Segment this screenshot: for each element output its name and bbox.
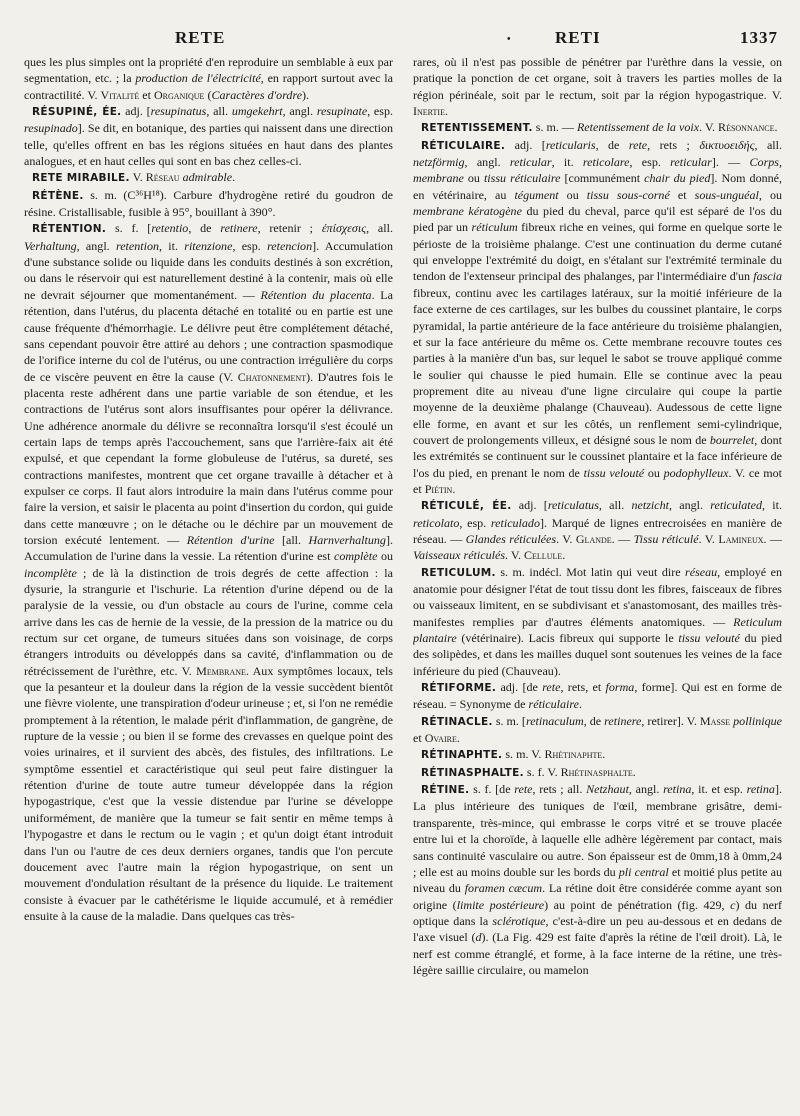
italic-text: tissu réticulaire bbox=[483, 171, 561, 186]
body-text: adj. [ bbox=[505, 137, 546, 152]
italic-text: production de l'électricité bbox=[135, 71, 261, 86]
italic-text: rete bbox=[514, 782, 533, 797]
italic-text: Glandes réticulées bbox=[465, 531, 557, 546]
body-text: ) du nerf optique dans la bbox=[413, 897, 782, 928]
italic-text: netzförmig bbox=[413, 155, 465, 170]
text-columns bbox=[24, 54, 782, 1112]
body-text: . bbox=[562, 548, 566, 563]
italic-text: retentio bbox=[151, 221, 189, 236]
body-text: , all. bbox=[754, 137, 782, 152]
dictionary-entry bbox=[413, 764, 782, 781]
body-text: s. m. — bbox=[532, 120, 577, 135]
cross-reference: Lamineux bbox=[718, 531, 764, 546]
italic-text: reticular bbox=[509, 155, 552, 170]
body-text: , de bbox=[583, 713, 605, 728]
body-text: ou bbox=[644, 465, 664, 480]
body-text: ]. — bbox=[711, 155, 750, 170]
cross-reference: Cellule bbox=[524, 548, 563, 563]
entry-headword: RÉTICULÉ, ÉE. bbox=[421, 500, 512, 513]
body-text: , angl. bbox=[464, 155, 510, 170]
cross-reference: Glande bbox=[575, 531, 612, 546]
entry-headword: RÉTÈNE. bbox=[32, 189, 84, 202]
italic-text: retencion bbox=[267, 238, 313, 253]
entry-headword: RETENTISSEMENT. bbox=[421, 122, 533, 135]
body-text: ]. Se dit, en botanique, des parties qui naissent dans une direction telle, qu'elles offrent en bas les régions situées en haut dans des plantes analogues, et en haut celles qui sont en bas chez celles-ci. bbox=[24, 121, 393, 169]
body-text: adj. [ bbox=[511, 498, 548, 513]
body-text: . — bbox=[763, 531, 782, 546]
cross-reference: Ovaire bbox=[424, 731, 457, 746]
italic-text: complète bbox=[333, 549, 378, 564]
cross-reference: Rhétinaphte bbox=[544, 747, 603, 762]
entry-headword: RÉTINACLE. bbox=[421, 715, 493, 728]
body-text: . V. bbox=[699, 120, 719, 135]
italic-text: chair du pied bbox=[644, 171, 711, 186]
italic-text: ἐπίσχεσις bbox=[321, 221, 367, 236]
dictionary-entry bbox=[413, 137, 782, 498]
cross-reference: Masse bbox=[699, 713, 731, 728]
italic-text: netzicht bbox=[631, 498, 669, 513]
italic-text: Netzhaut bbox=[586, 782, 629, 797]
body-text: , angl. bbox=[668, 498, 711, 513]
italic-text: Corps, membrane bbox=[413, 155, 782, 186]
body-text: ]. Accumulation de l'urine dans la vessie. La rétention d'urine est bbox=[24, 532, 393, 564]
body-text: s. m. (C³⁶H¹⁸). Carbure d'hydrogène retiré du goudron de résine. Cristallisable, fusible à 95°, bouillant à 390°. bbox=[24, 187, 393, 220]
italic-text: tissu velouté bbox=[583, 465, 645, 480]
body-text: , de bbox=[188, 221, 221, 236]
italic-text: retention bbox=[115, 238, 159, 253]
italic-text: bourrelet bbox=[709, 432, 755, 447]
body-text: , all. bbox=[598, 498, 632, 513]
body-text: . V. bbox=[556, 531, 576, 546]
italic-text: retina bbox=[746, 782, 775, 797]
dictionary-entry bbox=[413, 679, 782, 713]
italic-text: pli central bbox=[618, 864, 669, 879]
italic-text: Retentissement de la voix bbox=[576, 120, 700, 135]
cross-reference: Résonnance bbox=[718, 120, 775, 135]
body-text: du pied des solipèdes, et dans les mailles duquel sont soutenues les veines de la face inférieure du pied (Chauveau). bbox=[413, 631, 782, 678]
body-text: rares, où il n'est pas possible de pénétrer par l'urèthre dans la vessie, on pratique la ponction de cet organe, soit à travers les parties molles de la région périnéale, soit par le rectum, soit par la région hypogastrique. V. bbox=[413, 55, 782, 102]
italic-text: incomplète bbox=[24, 565, 77, 580]
body-text: , esp. bbox=[629, 155, 671, 170]
dictionary-entry bbox=[24, 103, 393, 169]
body-text: fibreux riche en veines, qui forme en quelque sorte le périoste de la troisième phalange. C'est une continuation du derme cutané qui enveloppe l'extrémité du doigt, en s'étalant sur l'extrémité terminale du tendon de l'extenseur principal des phalanges, par l'intermédiaire d'un bbox=[413, 220, 782, 284]
page-number: 1337 bbox=[740, 28, 778, 47]
italic-text: rete bbox=[628, 137, 648, 152]
italic-text: Vaisseaux réticulés bbox=[413, 548, 506, 563]
body-text: et bbox=[139, 87, 154, 102]
entry-headword: RÉTENTION. bbox=[32, 223, 107, 236]
body-text: , c'est-à-dire un peu au-dessous et en dedans de l'axe visuel ( bbox=[413, 913, 782, 945]
header-mark: • bbox=[507, 34, 512, 45]
body-text: ]. Marqué de lignes entrecroisées en manière de réseau. — bbox=[413, 515, 782, 546]
italic-text: forma bbox=[605, 680, 635, 695]
dictionary-entry bbox=[413, 564, 782, 679]
body-text: , all. bbox=[366, 221, 393, 236]
body-text: ). D'autres fois le placenta reste adhérent dans une partie variable de son étendue, et les contractions de l'utérus sont alors insuffisantes pour opérer la délivrance. Une adhérence anormale du délivre se reconnaîtra lorsqu'il s'est écoulé un certain laps de temps après l'accouchement, sans que l'arrière-faix ait été expulsé, et que cependant la forme globuleuse de l'utérus, sa dureté, ses contractions manifestes, montrent que cet organe travaille à détacher et à expulser ce corps. Il faut alors introduire la main dans l'utérus comme pour faire la version, et saisir le placenta au point d'insertion du cordon, qui guide dans cette manœuvre ; on le détache ou le déchire par un mouvement de torsion exécuté lentement. — bbox=[24, 369, 393, 547]
italic-text: tissu velouté bbox=[678, 631, 740, 646]
body-text: V. bbox=[129, 170, 146, 185]
cross-reference: Piétin bbox=[424, 481, 453, 496]
italic-text: tégument bbox=[514, 187, 559, 202]
body-text: . La rétention, dans l'utérus, du placenta détaché en totalité ou en partie est une cause fréquente d'hémorrhagie. Le délivre peut être complétement détaché, sans cependant pouvoir être attiré au dehors ; une contraction spasmodique de l'orifice interne du col de l'utérus, ou une contraction irrégulière du corps de ce viscère peuvent en être la cause (V. bbox=[24, 287, 393, 384]
body-text: adj. [ bbox=[121, 104, 151, 119]
body-text: , angl. bbox=[628, 782, 664, 797]
body-text: et moitié plus petite au niveau du bbox=[413, 864, 782, 896]
entry-headword: RÉTINE. bbox=[421, 784, 470, 797]
italic-text: reticulado bbox=[490, 515, 540, 530]
entry-headword: RETICULUM. bbox=[421, 566, 496, 579]
italic-text: réticulum bbox=[471, 220, 518, 235]
body-text: [communément bbox=[560, 171, 645, 186]
italic-text: ritenzione bbox=[184, 238, 233, 253]
header-left-word: RETE bbox=[175, 28, 226, 47]
italic-text: podophylleux bbox=[663, 465, 729, 480]
italic-text: Harnverhaltung bbox=[308, 532, 386, 547]
italic-text: reticularis bbox=[545, 137, 596, 152]
italic-text: reticular bbox=[670, 155, 712, 170]
italic-text: δικτυοειδής bbox=[699, 137, 755, 152]
italic-text: fascia bbox=[753, 269, 782, 284]
running-header bbox=[20, 28, 782, 50]
cross-reference: Inertie bbox=[413, 104, 445, 119]
italic-text: Tissu réticulé bbox=[633, 531, 699, 546]
dictionary-entry bbox=[413, 713, 782, 747]
dictionary-entry bbox=[24, 220, 393, 924]
body-text: et bbox=[669, 187, 695, 202]
italic-text: réticulaire bbox=[528, 697, 579, 712]
body-text: , angl. bbox=[76, 238, 116, 253]
body-text: . V. ce mot et bbox=[413, 465, 782, 496]
dictionary-entry bbox=[24, 187, 393, 221]
cross-reference: Organique bbox=[153, 87, 205, 102]
right-column bbox=[413, 54, 782, 1112]
entry-headword: RETE MIRABILE. bbox=[32, 172, 130, 185]
italic-text: reticolato bbox=[413, 515, 460, 530]
italic-text: resupinatus bbox=[150, 104, 207, 119]
italic-text: retinere bbox=[604, 713, 642, 728]
cross-reference: Rhétinasphalte bbox=[560, 764, 633, 779]
italic-text: Rétention du placenta bbox=[260, 287, 372, 302]
body-text: , it. bbox=[762, 498, 782, 513]
body-text: s. m. V. bbox=[502, 747, 545, 762]
italic-text: resupinate bbox=[316, 104, 368, 119]
body-text: , it. bbox=[551, 155, 583, 170]
body-text: s. m. [ bbox=[492, 713, 526, 728]
body-text: . bbox=[456, 731, 460, 746]
italic-text: pollinique bbox=[733, 713, 782, 728]
body-text: fibreux, continu avec les cartilages latéraux, sur la moitié inférieure de la face externe de ces cartilages, sur les bulbes du coussinet plantaire, le corps pyramidal, la partie antérieure de la face antérieure du troisième phalangien, et sur la face antérieure du même os. Cette membrane recouvre toutes ces parties à la manière d'un bas, sur lequel le sabot se trouve appliqué comme le soulier qui chausse le pied humain. Elle se continue avec la peau proprement dite au niveau d'une ligne circulaire qui coupe la partie moyenne de la deuxième phalange (Chauveau). Audessous de cette ligne elle forme, en avant et sur les côtés, un renflement semi-cylindrique, couvert de prolongements villeux, et désigné sous le nom de bbox=[413, 285, 782, 447]
dictionary-entry bbox=[413, 781, 782, 978]
continued-text bbox=[413, 54, 782, 119]
body-text: [all. bbox=[274, 532, 309, 547]
body-text: ). (La Fig. 429 est faite d'après la rétine de l'œil droit). Là, le nerf est comme étranglé, et forme, à la face interne de la rétine, une très-légère saillie circulaire, ou mamelon bbox=[413, 930, 782, 977]
body-text: . V. bbox=[698, 531, 719, 546]
body-text: . bbox=[444, 104, 448, 119]
body-text: et bbox=[413, 731, 425, 746]
body-text: , all. bbox=[206, 104, 232, 119]
italic-text: Reticulum plantaire bbox=[413, 614, 782, 646]
body-text: du pied du cheval, parce qu'il est séparé de l'os du pied par un bbox=[413, 204, 782, 235]
italic-text: sous-unguéal bbox=[694, 187, 759, 202]
dictionary-entry bbox=[24, 169, 393, 186]
body-text: . bbox=[578, 697, 582, 712]
body-text: . — bbox=[611, 531, 634, 546]
entry-headword: RÉTICULAIRE. bbox=[421, 139, 506, 152]
body-text: , esp. bbox=[232, 238, 268, 253]
body-text: ques les plus simples ont la propriété d'en reproduire un semblable à eux par segmentation, etc. ; la bbox=[24, 55, 393, 86]
italic-text: Verhaltung bbox=[24, 238, 77, 253]
body-text: s. f. [de bbox=[469, 782, 515, 797]
body-text: , en rapport surtout avec la contractilité. V. bbox=[24, 71, 393, 102]
italic-text: tissu sous-corné bbox=[586, 187, 670, 202]
italic-text: d bbox=[475, 930, 482, 945]
dictionary-entry bbox=[413, 119, 782, 136]
italic-text: reticulatus bbox=[547, 498, 599, 513]
body-text: , esp. bbox=[459, 515, 491, 530]
italic-text: Rétention d'urine bbox=[186, 532, 275, 547]
cross-reference: Réseau bbox=[145, 170, 180, 185]
body-text: , rets ; bbox=[647, 137, 700, 152]
body-text: . bbox=[774, 120, 778, 135]
italic-text: limite postérieure bbox=[456, 897, 545, 912]
body-text: , rets ; all. bbox=[532, 782, 587, 797]
body-text: ( bbox=[204, 87, 212, 102]
entry-headword: RÉTINAPHTE. bbox=[421, 749, 503, 762]
body-text: . Aux symptômes locaux, tels que la pesanteur et la douleur dans la région de la vessie succèdent bientôt une fièvre violente, une transpiration d'odeur urineuse ; et, si l'on ne remédie promptement à la rétention, le malade périt d'inflammation, de gangrène, de rupture de la vessie ; ou bien il se forme des crevasses en quelque point des voies urinaires, et il survient des abcès, des fistules, des infiltrations. Le symptôme essentiel et caractéristique qui seul peut faire distinguer la rétention d'urine de toute autre tumeur développée dans la région hypogastrique, c'est que la vessie distendue par l'urine se développe uniformément, de manière que la tumeur se fait sentir en même temps à l'hypogastre et dans le rectum ou le vagin ; et qu'un doigt étant introduit dans l'un ou l'autre de ces deux derniers organes, tandis que l'on percute doucement avec l'autre main la région hypogastrique, on sent un mouvement d'ondulation résultant de la présence du liquide. Le traitement consiste à évacuer par le cathétérisme le liquide accumulé, et à remédier ensuite à la cause de la maladie. Dans quelques cas très- bbox=[24, 663, 393, 923]
entry-headword: RÉSUPINÉ, ÉE. bbox=[32, 106, 122, 119]
body-text: s. m. indécl. Mot latin qui veut dire bbox=[495, 564, 686, 579]
italic-text: retinaculum bbox=[525, 713, 584, 728]
body-text: , de bbox=[595, 137, 629, 152]
body-text: ]. La plus intérieure des tuniques de l'œil, membrane grisâtre, demi-transparente, très-mince, qui embrasse le corps vitré et se trouve placée entre lui et la choroïde, à laquelle elle adhère légèrement par contact, mais sans continuité vasculaire ou autre. Son épaisseur est de 0mm,18 à 0mm,24 ; elle est au moins double sur les bords du bbox=[413, 782, 782, 879]
header-right-word: RETI bbox=[555, 28, 601, 47]
body-text: ]. Nom donné, en vétérinaire, au bbox=[413, 171, 782, 202]
cross-reference: Membrane bbox=[196, 663, 246, 678]
body-text: . bbox=[602, 747, 606, 762]
cross-reference: Vitalité bbox=[100, 87, 140, 102]
dictionary-entry bbox=[413, 746, 782, 763]
cross-reference: Chatonnement bbox=[237, 369, 307, 384]
italic-text: admirable bbox=[182, 170, 233, 185]
body-text: , dont les extrémités se continuent sur le coussinet plantaire et la face inférieure de l'os du pied, en prenant le nom de bbox=[413, 432, 782, 480]
body-text: , retenir ; bbox=[257, 221, 322, 236]
body-text: ) au point de pénétration (fig. 429, bbox=[544, 897, 731, 912]
body-text: . bbox=[232, 170, 236, 185]
body-text: , ou bbox=[758, 187, 782, 202]
body-text: ]. Accumulation d'une substance solide ou liquide dans les conduits destinés à son excrétion, ou dans le réservoir qui est naturellement destiné à la contenir, mais où elle ne devrait séjourner que momentanément. — bbox=[24, 238, 393, 302]
body-text: . bbox=[632, 764, 636, 779]
body-text: , rets, et bbox=[560, 680, 606, 695]
body-text: , it. et esp. bbox=[691, 782, 747, 797]
body-text: ). bbox=[302, 87, 310, 102]
body-text: ; de là la distinction de trois degrés de cette affection : la dysurie, la strangurie et l'ischurie. La rétention d'urine dépend ou de la paralysie de la vessie, ou d'un obstacle au cours de l'urine, comme cela arrive dans les cas de hernie de la vessie, de la pression de la matrice ou du rectum sur cet organe, de tumeurs situées dans son voisinage, de corps étrangers introduits ou développés dans sa cavité, d'inflammation ou de rétrécissement de l'urèthre, etc. V. bbox=[24, 565, 393, 678]
body-text: , retirer]. V. bbox=[641, 713, 700, 728]
body-text: ou bbox=[558, 187, 587, 202]
italic-text: reticolare bbox=[582, 155, 630, 170]
dictionary-entry bbox=[413, 497, 782, 563]
body-text: adj. [de bbox=[496, 680, 543, 695]
entry-headword: RÉTINASPHALTE. bbox=[421, 766, 524, 779]
italic-text: rete bbox=[542, 680, 561, 695]
italic-text: resupinado bbox=[24, 121, 78, 136]
italic-text: retinere bbox=[220, 221, 258, 236]
italic-text: retina bbox=[663, 782, 692, 797]
body-text: , it. bbox=[159, 238, 185, 253]
italic-text: umgekehrt bbox=[231, 104, 283, 119]
body-text: ou bbox=[463, 171, 484, 186]
body-text: , angl. bbox=[282, 104, 317, 119]
body-text: . V. bbox=[505, 548, 524, 563]
body-text: s. f. V. bbox=[523, 764, 561, 779]
body-text: ou bbox=[377, 549, 393, 564]
continued-text bbox=[24, 54, 393, 103]
body-text: , forme]. Qui est en forme de réseau. = Synonyme de bbox=[413, 680, 782, 712]
italic-text: Caractères d'ordre bbox=[211, 87, 303, 102]
italic-text: sclérotique bbox=[492, 913, 546, 928]
left-column bbox=[24, 54, 393, 1112]
body-text: (vétérinaire). Lacis fibreux qui supporte le bbox=[456, 631, 679, 646]
body-text: , esp. bbox=[367, 104, 393, 119]
italic-text: c bbox=[730, 897, 736, 912]
italic-text: reticulated bbox=[710, 498, 763, 513]
italic-text: foramen cæcum bbox=[464, 881, 543, 896]
entry-headword: RÉTIFORME. bbox=[421, 682, 497, 695]
body-text: . bbox=[452, 481, 456, 496]
italic-text: membrane kératogène bbox=[413, 204, 522, 219]
italic-text: réseau bbox=[685, 564, 718, 579]
body-text: s. f. [ bbox=[106, 221, 152, 236]
body-text: . La rétine doit être considérée comme ayant son origine ( bbox=[413, 881, 782, 912]
body-text: , employé en anatomie pour désigner l'état de tout tissu dont les fibres, faisceaux de fibres ou vaisseaux limitent, en se subdivisant et s'anastomosant, des mailles très-manifestes remplies par d'autres éléments anatomiques. — bbox=[413, 564, 782, 629]
